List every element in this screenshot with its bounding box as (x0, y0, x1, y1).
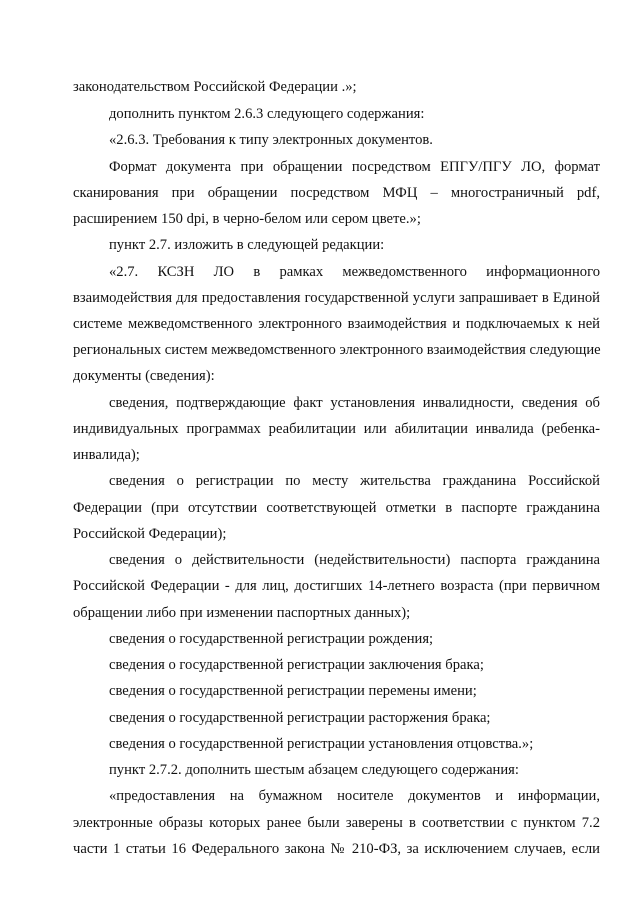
text-line: сканирования при обращении посредством МФЦ – многостраничный pdf, (73, 185, 600, 201)
text-line: Федерации (при отсутствии соответствующей отметки в паспорте гражданина (73, 500, 600, 516)
text-line: обращении либо при изменении паспортных данных); (73, 605, 411, 621)
text-line: части 1 статьи 16 Федерального закона № 210-ФЗ, за исключением случаев, если (73, 841, 600, 857)
text-line: документы (сведения): (73, 368, 215, 384)
text-line: «2.7. КСЗН ЛО в рамках межведомственного информационного (109, 264, 600, 280)
text-line: пункт 2.7.2. дополнить шестым абзацем следующего содержания: (109, 762, 519, 778)
text-line: расширением 150 dpi, в черно-белом или сером цвете.»; (73, 211, 421, 227)
text-line: Российской Федерации); (73, 526, 227, 542)
text-line: региональных систем межведомственного электронного взаимодействия следующие (73, 342, 601, 358)
text-line: сведения о государственной регистрации рождения; (109, 631, 434, 647)
text-line: Российской Федерации - для лиц, достигших 14-летнего возраста (при первичном (73, 578, 600, 594)
text-line: «предоставления на бумажном носителе документов и информации, (109, 788, 600, 804)
text-line: сведения о государственной регистрации перемены имени; (109, 683, 477, 699)
text-line: сведения о регистрации по месту жительства гражданина Российской (109, 473, 600, 489)
text-line: сведения о государственной регистрации расторжения брака; (109, 710, 491, 726)
text-line: сведения о государственной регистрации заключения брака; (109, 657, 484, 673)
text-line: системе межведомственного электронного взаимодействия и подключаемых к ней (73, 316, 600, 332)
text-line: законодательством Российской Федерации .»; (73, 79, 357, 95)
text-line: индивидуальных программах реабилитации или абилитации инвалида (ребенка- (73, 421, 600, 437)
text-line: сведения о действительности (недействительности) паспорта гражданина (109, 552, 600, 568)
text-line: инвалида); (73, 447, 140, 463)
text-line: пункт 2.7. изложить в следующей редакции: (109, 237, 385, 253)
text-line: «2.6.3. Требования к типу электронных документов. (109, 132, 433, 148)
text-line: сведения о государственной регистрации установления отцовства.»; (109, 736, 534, 752)
text-line: Формат документа при обращении посредством ЕПГУ/ПГУ ЛО, формат (109, 159, 600, 175)
text-line: сведения, подтверждающие факт установления инвалидности, сведения об (109, 395, 600, 411)
text-line: взаимодействия для предоставления государственной услуги запрашивает в Единой (73, 290, 600, 306)
text-line: электронные образы которых ранее были заверены в соответствии с пунктом 7.2 (73, 815, 600, 831)
text-line: дополнить пунктом 2.6.3 следующего содержания: (109, 106, 425, 122)
